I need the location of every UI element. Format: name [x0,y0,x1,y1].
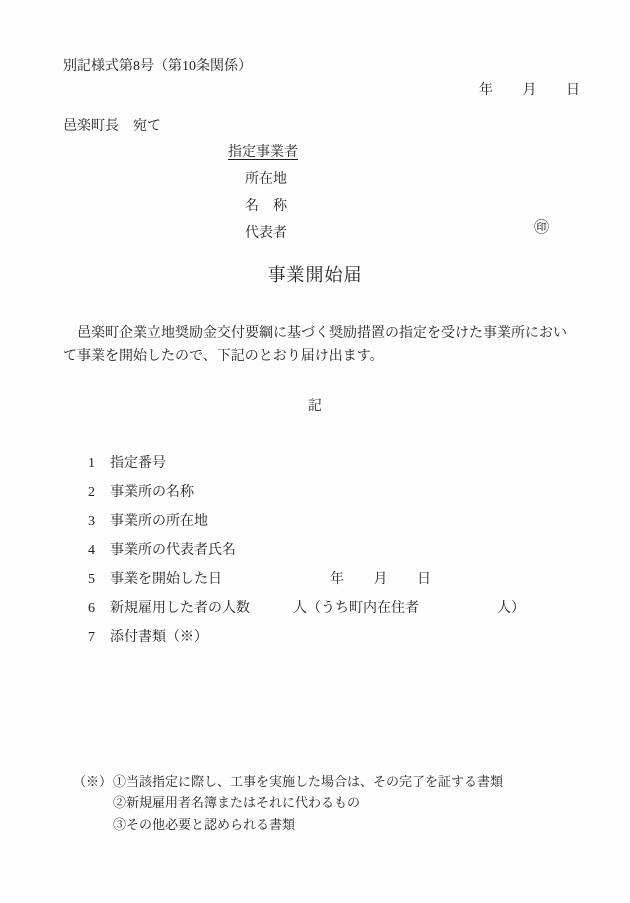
item-number: 2 [88,485,95,500]
applicant-heading: 指定事業者 [228,145,298,160]
ki-section-marker: 記 [308,399,322,414]
list-item-4 [0,544,630,564]
item-label: 事業所の代表者氏名 [110,543,236,558]
item-number: 1 [88,456,95,471]
applicant-representative-label: 代表者 [245,226,287,241]
item-label: 新規雇用した者の人数 [110,601,250,616]
list-item-1 [0,457,630,477]
seal-mark-icon: ㊞ [534,220,550,236]
item-label: 事業所の所在地 [110,514,208,529]
item-label: 事業所の名称 [110,485,194,500]
start-date-blank: 年 月 日 [330,572,432,587]
body-paragraph: 邑楽町企業立地奨励金交付要綱に基づく奨励措置の指定を受けた事業所において事業を開始したので、下記のとおり届け出ます。 [63,326,567,364]
footnote-line-2: ②新規雇用者名簿またはそれに代わるもの [113,795,361,810]
item-label: 指定番号 [110,456,166,471]
item-number: 3 [88,514,95,529]
footnote-line-1: ①当該指定に際し、工事を実施した場合は、その完了を証する書類 [113,774,504,789]
list-item-2 [0,486,630,506]
list-item-5 [0,573,630,593]
list-item-6 [0,602,630,622]
applicant-address-label: 所在地 [245,172,287,187]
form-code: 別記様式第8号（第10条関係） [63,59,252,74]
addressee-line: 邑楽町長 宛て [63,119,161,134]
item-label: 添付書類（※） [110,630,208,645]
headcount-blank-tail: 人） [497,601,525,616]
item-number: 4 [88,543,95,558]
footnote-line-3: ③その他必要と認められる書類 [113,817,296,832]
list-item-3 [0,515,630,535]
applicant-name-label: 名 称 [245,199,287,214]
document-title: 事業開始届 [267,265,363,285]
footnote-marker: （※） [73,774,113,789]
headcount-blank-lead: 人（うち町内在住者 [293,601,419,616]
header-date-blank: 年 月 日 [479,83,581,98]
list-item-7 [0,631,630,651]
item-label: 事業を開始した日 [110,572,222,587]
item-number: 6 [88,601,95,616]
item-number: 5 [88,572,95,587]
item-number: 7 [88,630,95,645]
